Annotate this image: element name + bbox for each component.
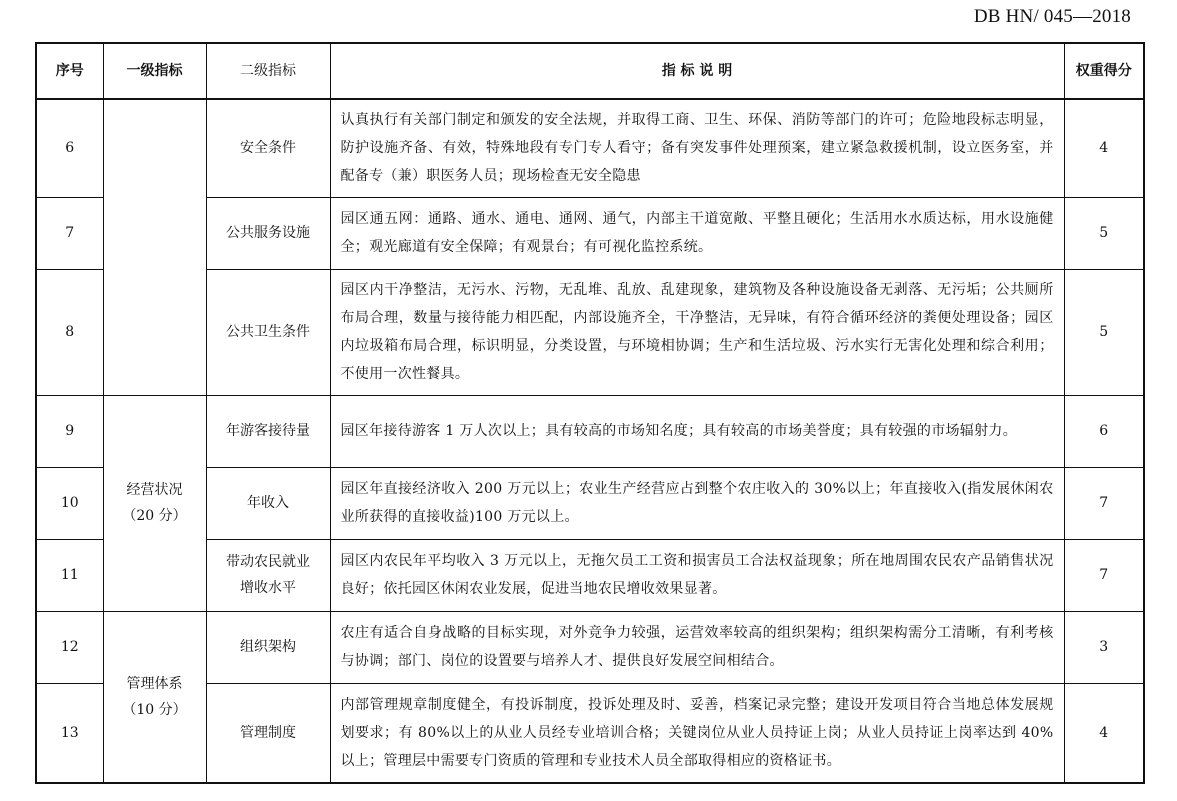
primary-indicator-name: 管理体系 — [126, 675, 183, 692]
secondary-indicator: 组织架构 — [206, 611, 330, 683]
weight-score: 3 — [1064, 611, 1144, 683]
indicator-description: 园区年直接经济收入 200 万元以上；农业生产经营应占到整个农庄收入的 30%以上；年直接收入(指发展休闲农业所获得的直接收益)100 万元以上。 — [330, 467, 1064, 539]
secondary-indicator — [206, 539, 330, 611]
header-description: 指 标 说 明 — [330, 43, 1064, 99]
indicator-description: 园区内干净整洁，无污水、污物，无乱堆、乱放、乱建现象，建筑物及各种设施设备无剥落、无污垢；公共厕所布局合理，数量与接待能力相匹配，内部设施齐全，干净整洁，无异味，有符合循环经济的粪便处理设备；园区内垃圾箱布局合理，标识明显，分类设置，与环境相协调；生产和生活垃圾、污水实行无害化处理和综合利用；不使用一次性餐具。 — [330, 269, 1064, 395]
row-number: 13 — [36, 683, 103, 783]
row-number: 9 — [36, 395, 103, 467]
table-row — [36, 611, 1144, 683]
weight-score: 6 — [1064, 395, 1144, 467]
indicator-description: 园区内农民年平均收入 3 万元以上，无拖欠员工工资和损害员工合法权益现象；所在地周围农民农产品销售状况良好；依托园区休闲农业发展，促进当地农民增收效果显著。 — [330, 539, 1064, 611]
row-number: 10 — [36, 467, 103, 539]
secondary-indicator: 年游客接待量 — [206, 395, 330, 467]
table-row — [36, 99, 1144, 197]
row-number: 12 — [36, 611, 103, 683]
header-primary-indicator: 一级指标 — [103, 43, 206, 99]
weight-score: 4 — [1064, 99, 1144, 197]
weight-score: 7 — [1064, 539, 1144, 611]
weight-score: 7 — [1064, 467, 1144, 539]
table-row — [36, 395, 1144, 467]
primary-indicator-cell — [103, 611, 206, 783]
secondary-indicator: 管理制度 — [206, 683, 330, 783]
header-no: 序号 — [36, 43, 103, 99]
indicator-description: 园区通五网：通路、通水、通电、通网、通气，内部主干道宽敞、平整且硬化；生活用水水质达标，用水设施健全；观光廊道有安全保障；有观景台；有可视化监控系统。 — [330, 197, 1064, 269]
indicator-description: 园区年接待游客 1 万人次以上；具有较高的市场知名度；具有较高的市场美誉度；具有较强的市场辐射力。 — [330, 395, 1064, 467]
primary-indicator-score: （20 分） — [122, 508, 187, 524]
row-number: 6 — [36, 99, 103, 197]
weight-score: 5 — [1064, 197, 1144, 269]
secondary-indicator-line: 带动农民就业 — [226, 554, 310, 570]
secondary-indicator: 公共卫生条件 — [206, 269, 330, 395]
primary-indicator-score: （10 分） — [122, 701, 187, 718]
document-code: DB HN/ 045—2018 — [973, 6, 1131, 27]
indicator-table — [35, 42, 1145, 784]
indicator-description: 认真执行有关部门制定和颁发的安全法规，并取得工商、卫生、环保、消防等部门的许可；危险地段标志明显，防护设施齐备、有效，特殊地段有专门专人看守；备有突发事件处理预案，建立紧急救援机制，设立医务室，并配备专（兼）职医务人员；现场检查无安全隐患 — [330, 99, 1064, 197]
primary-indicator-cell — [103, 99, 206, 395]
primary-indicator-name: 经营状况 — [126, 482, 183, 498]
table-header-row — [36, 43, 1144, 99]
header-weight-score: 权重得分 — [1064, 43, 1144, 99]
row-number: 7 — [36, 197, 103, 269]
weight-score: 5 — [1064, 269, 1144, 395]
row-number: 8 — [36, 269, 103, 395]
secondary-indicator: 公共服务设施 — [206, 197, 330, 269]
secondary-indicator: 安全条件 — [206, 99, 330, 197]
weight-score: 4 — [1064, 683, 1144, 783]
indicator-description: 农庄有适合自身战略的目标实现，对外竞争力较强，运营效率较高的组织架构；组织架构需分工清晰，有利考核与协调；部门、岗位的设置要与培养人才、提供良好发展空间相结合。 — [330, 611, 1064, 683]
primary-indicator-cell — [103, 395, 206, 611]
row-number: 11 — [36, 539, 103, 611]
secondary-indicator-line: 增收水平 — [240, 580, 296, 596]
indicator-description: 内部管理规章制度健全，有投诉制度，投诉处理及时、妥善，档案记录完整；建设开发项目符合当地总体发展规划要求；有 80%以上的从业人员经专业培训合格；关键岗位从业人员持证上岗；从业人员持证上岗率达到 40%以上；管理层中需要专门资质的管理和专业技术人员全部取得相应的资格证书。 — [330, 683, 1064, 783]
header-secondary-indicator: 二级指标 — [206, 43, 330, 99]
secondary-indicator: 年收入 — [206, 467, 330, 539]
